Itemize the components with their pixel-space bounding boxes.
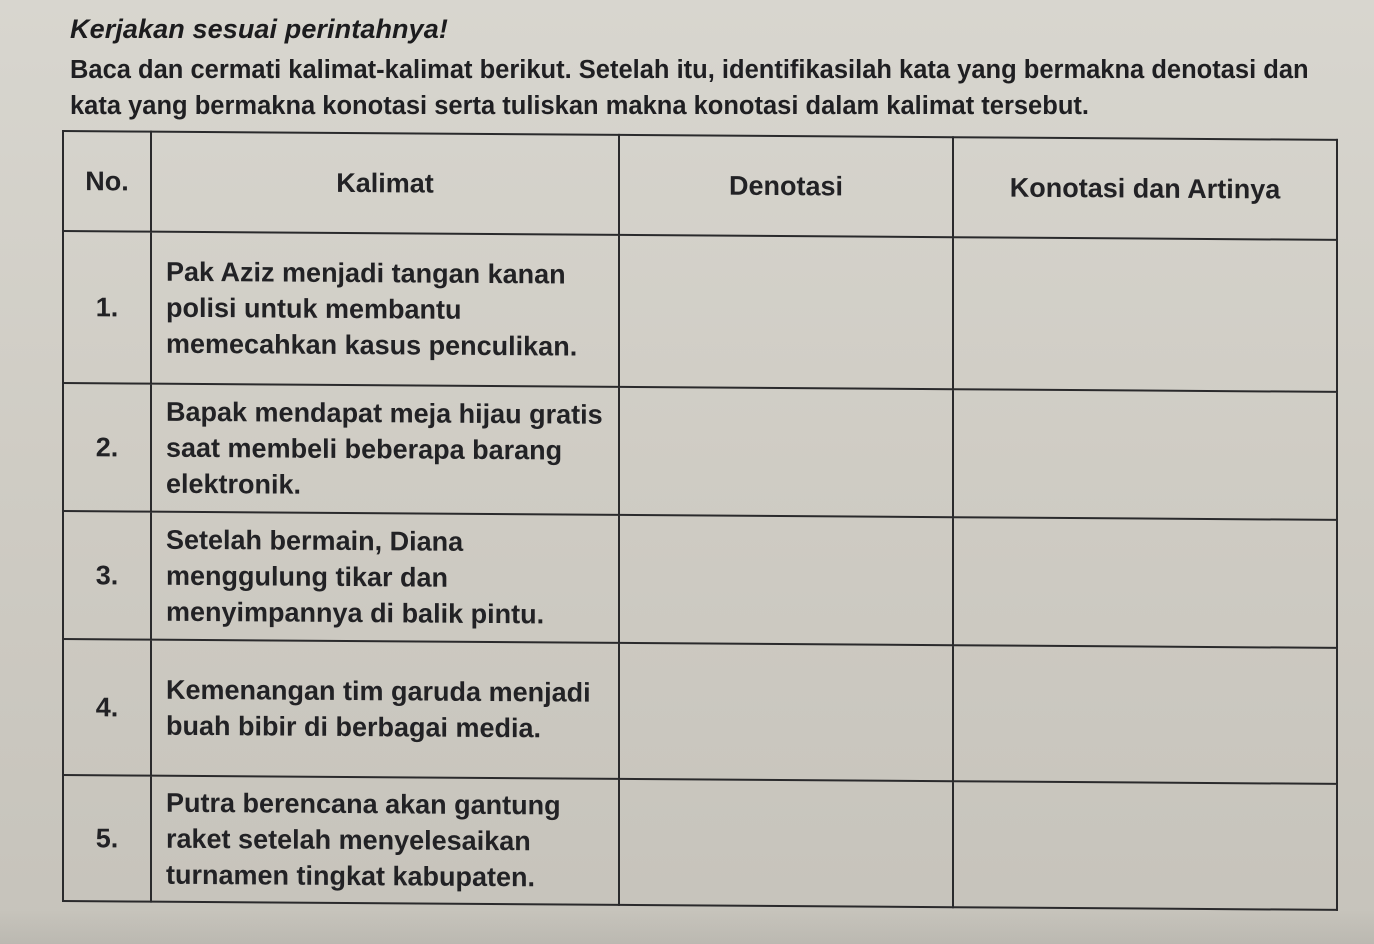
- row-number: 5.: [63, 775, 151, 902]
- row-number: 2.: [63, 383, 151, 512]
- row-sentence: Putra berencana akan gantung raket setelah menyelesaikan turnamen tingkat kabupaten.: [151, 776, 619, 905]
- header-no: No.: [63, 131, 151, 232]
- table-row: [63, 231, 1337, 392]
- header-konotasi: Konotasi dan Artinya: [953, 137, 1337, 240]
- instruction-title: Kerjakan sesuai perintahnya!: [70, 14, 448, 44]
- row-sentence: Setelah bermain, Diana menggulung tikar dan menyimpannya di balik pintu.: [151, 512, 619, 643]
- instruction-text: Baca dan cermati kalimat-kalimat berikut. Setelah itu, identifikasilah kata yang bermakna denotasi dan kata yang bermakna konotasi serta tuliskan makna konotasi dalam kalimat tersebut.: [70, 56, 1309, 120]
- page-bottom-shadow: [0, 910, 1374, 944]
- exercise-table-container: [0, 118, 1374, 908]
- konotasi-answer-cell[interactable]: [953, 645, 1337, 784]
- row-number: 4.: [63, 639, 151, 776]
- denotasi-answer-cell[interactable]: [619, 387, 953, 517]
- konotasi-answer-cell[interactable]: [953, 781, 1337, 910]
- table-row: [63, 639, 1337, 784]
- header-kalimat: Kalimat: [151, 132, 619, 235]
- denotasi-answer-cell[interactable]: [619, 235, 953, 389]
- denotasi-answer-cell[interactable]: [619, 779, 953, 907]
- header-denotasi: Denotasi: [619, 135, 953, 237]
- konotasi-answer-cell[interactable]: [953, 389, 1337, 520]
- konotasi-answer-cell[interactable]: [953, 237, 1337, 392]
- denotasi-answer-cell[interactable]: [619, 515, 953, 645]
- table-row: [63, 383, 1337, 520]
- denotasi-answer-cell[interactable]: [619, 643, 953, 781]
- table-row: [63, 775, 1337, 910]
- table-row: [63, 511, 1337, 648]
- row-sentence: Pak Aziz menjadi tangan kanan polisi untuk membantu memecahkan kasus penculikan.: [151, 232, 619, 387]
- konotasi-answer-cell[interactable]: [953, 517, 1337, 648]
- row-sentence: Kemenangan tim garuda menjadi buah bibir di berbagai media.: [151, 640, 619, 779]
- row-number: 3.: [63, 511, 151, 640]
- exercise-table: [62, 130, 1338, 911]
- row-number: 1.: [63, 231, 151, 384]
- row-sentence: Bapak mendapat meja hijau gratis saat membeli beberapa barang elektronik.: [151, 384, 619, 515]
- table-header-row: [63, 131, 1337, 240]
